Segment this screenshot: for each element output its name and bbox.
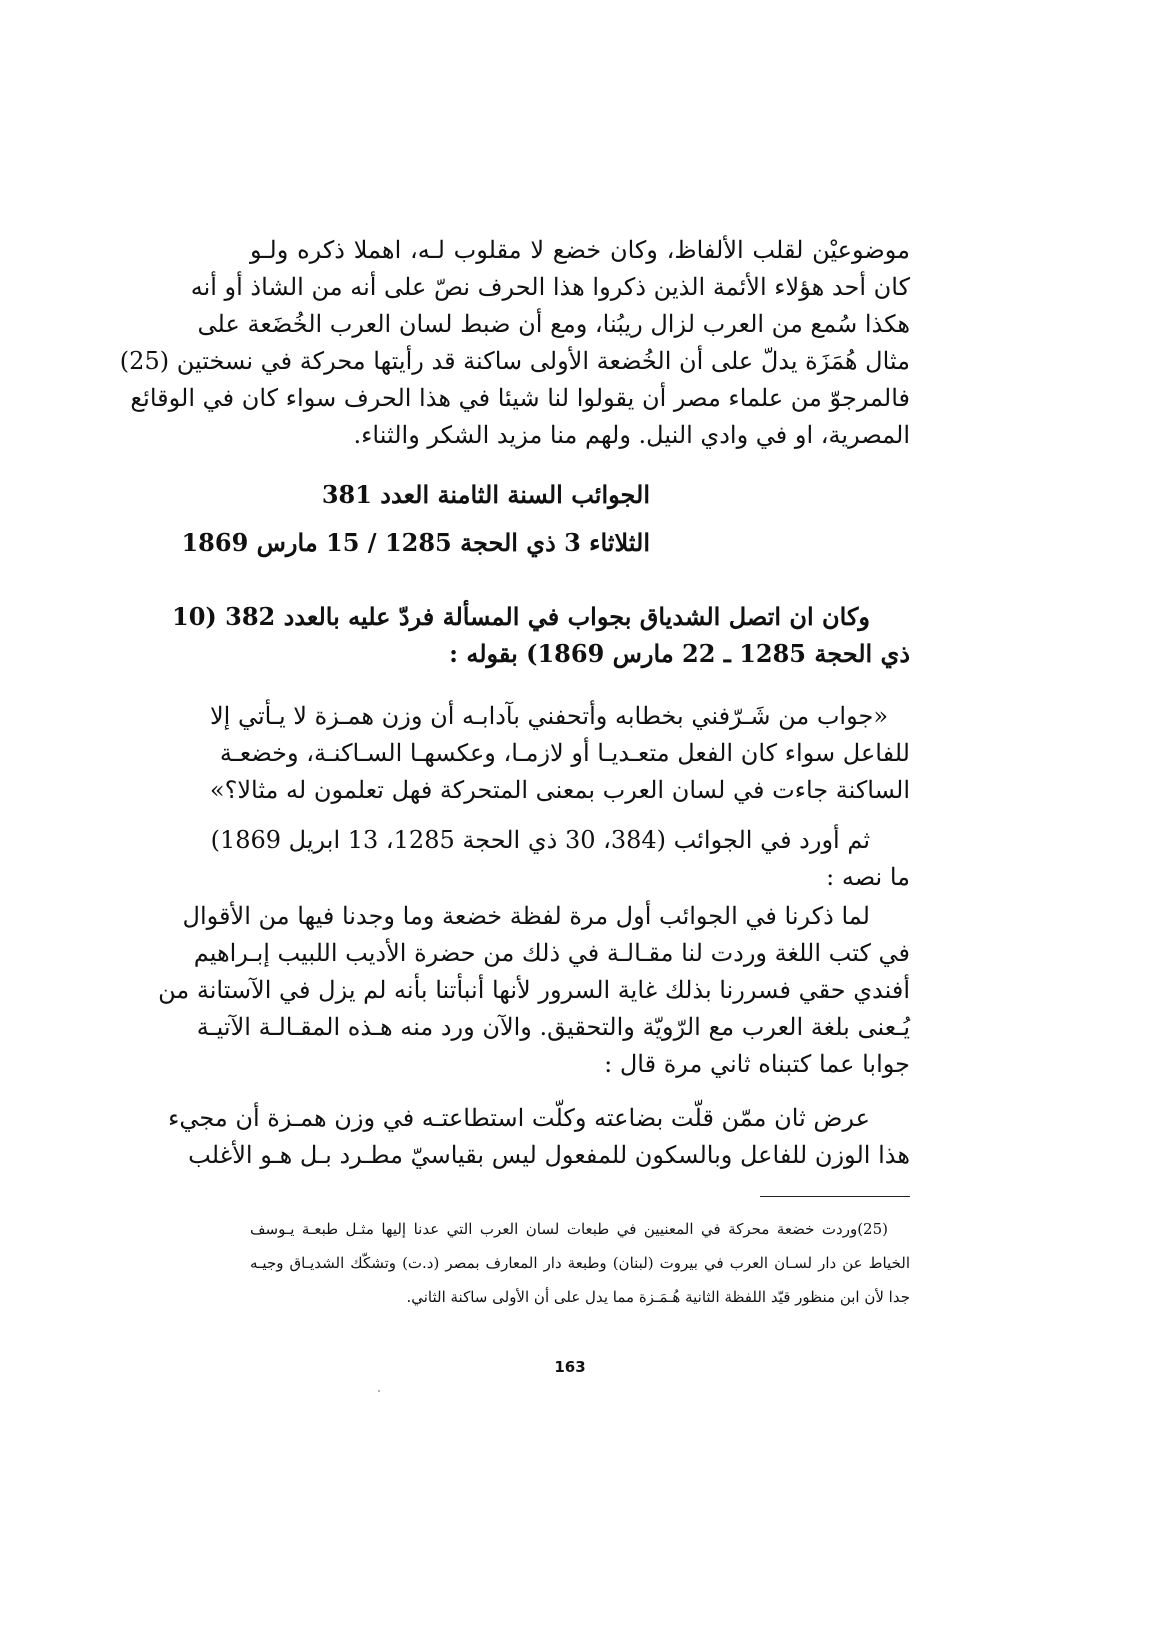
text-line: فالمرجوّ من علماء مصر أن يقولوا لنا شيئا في هذا الحرف سواء كان في الوقائع bbox=[130, 384, 910, 412]
footnote-divider bbox=[760, 1196, 910, 1197]
paragraph-5 bbox=[158, 898, 910, 1083]
footnote-line: جدا لأن ابن منظور قيّد اللفظة الثانية هُـمَـزة مما يدل على أن الأولى ساكنة الثاني. bbox=[406, 1288, 910, 1306]
paragraph-1 bbox=[119, 232, 910, 454]
text-line: أفندي حقي فسررنا بذلك غاية السرور لأنها أنبأتنا بأنه لم يزل في الآستانة من bbox=[158, 976, 910, 1004]
paragraph-6 bbox=[168, 1100, 910, 1174]
text-line: لما ذكرنا في الجوائب أول مرة لفظة خضعة وما وجدنا فيها من الأقوال bbox=[182, 902, 870, 930]
text-line: ما نصه : bbox=[826, 863, 910, 891]
text-line: وكان ان اتصل الشدياق بجواب في المسألة فردّ عليه بالعدد 382 (10 bbox=[172, 602, 870, 631]
text-line: «جواب من شَـرّفني بخطابه وأتحفني بآدابـه أن وزن همـزة لا يـأتي إلا bbox=[209, 702, 888, 730]
footnote-line: الخياط عن دار لسـان العرب في بيروت (لبنان) وطبعة دار المعارف بمصر (د.ت) وتشكّك الشديـاق وجيـه bbox=[250, 1254, 910, 1272]
date-heading: الثلاثاء 3 ذي الحجة 1285 / 15 مارس 1869 bbox=[181, 528, 650, 557]
text-line: هكذا سُمع من العرب لزال ريبُنا، ومع أن ضبط لسان العرب الخُضَعة على bbox=[197, 310, 910, 338]
text-line: هذا الوزن للفاعل وبالسكون للمفعول ليس بقياسيّ مطـرد بـل هـو الأغلب bbox=[188, 1141, 910, 1169]
text-line: في كتب اللغة وردت لنا مقـالـة في ذلك من حضرة الأديب اللبيب إبـراهيم bbox=[193, 939, 910, 967]
text-line: عرض ثان ممّن قلّت بضاعته وكلّت استطاعتـه في وزن همـزة أن مجيء bbox=[168, 1104, 870, 1132]
issue-heading: الجوائب السنة الثامنة العدد 381 bbox=[321, 480, 650, 509]
text-line: ذي الحجة 1285 ـ 22 مارس 1869) بقوله : bbox=[449, 639, 910, 668]
text-line: مثال هُمَزَة يدلّ على أن الخُضعة الأولى ساكنة قد رأيتها محركة في نسختين (25) bbox=[119, 347, 910, 375]
paragraph-3-quote bbox=[209, 698, 910, 809]
paragraph-2 bbox=[172, 598, 910, 672]
text-line: جوابا عما كتبناه ثاني مرة قال : bbox=[604, 1050, 910, 1078]
paragraph-4 bbox=[210, 822, 910, 896]
text-line: الساكنة جاءت في لسان العرب بمعنى المتحركة فهل تعلمون له مثالا؟» bbox=[209, 776, 910, 804]
footnote bbox=[250, 1212, 910, 1314]
page-number: 163 bbox=[554, 1358, 586, 1376]
scan-speck bbox=[378, 1390, 380, 1392]
text-line: للفاعل سواء كان الفعل متعـديـا أو لازمـا، وعكسهـا السـاكنـة، وخضعـة bbox=[219, 739, 910, 767]
text-line: المصرية، او في وادي النيل. ولهم منا مزيد الشكر والثناء. bbox=[353, 421, 910, 449]
text-line: كان أحد هؤلاء الأئمة الذين ذكروا هذا الحرف نصّ على أنه من الشاذ أو أنه bbox=[190, 273, 910, 301]
footnote-line: (25)وردت خضعة محركة في المعنيين في طبعات لسان العرب التي عدنا إليها مثـل طبعـة يـوسف bbox=[250, 1220, 888, 1238]
text-line: ثم أورد في الجوائب (384، 30 ذي الحجة 1285، 13 ابريل 1869) bbox=[210, 826, 870, 854]
text-line: يُـعنى بلغة العرب مع الرّويّة والتحقيق. والآن ورد منه هـذه المقـالـة الآتيـة bbox=[196, 1013, 910, 1041]
text-line: موضوعيْن لقلب الألفاظ، وكان خضع لا مقلوب لـه، اهملا ذكره ولـو bbox=[250, 236, 910, 264]
